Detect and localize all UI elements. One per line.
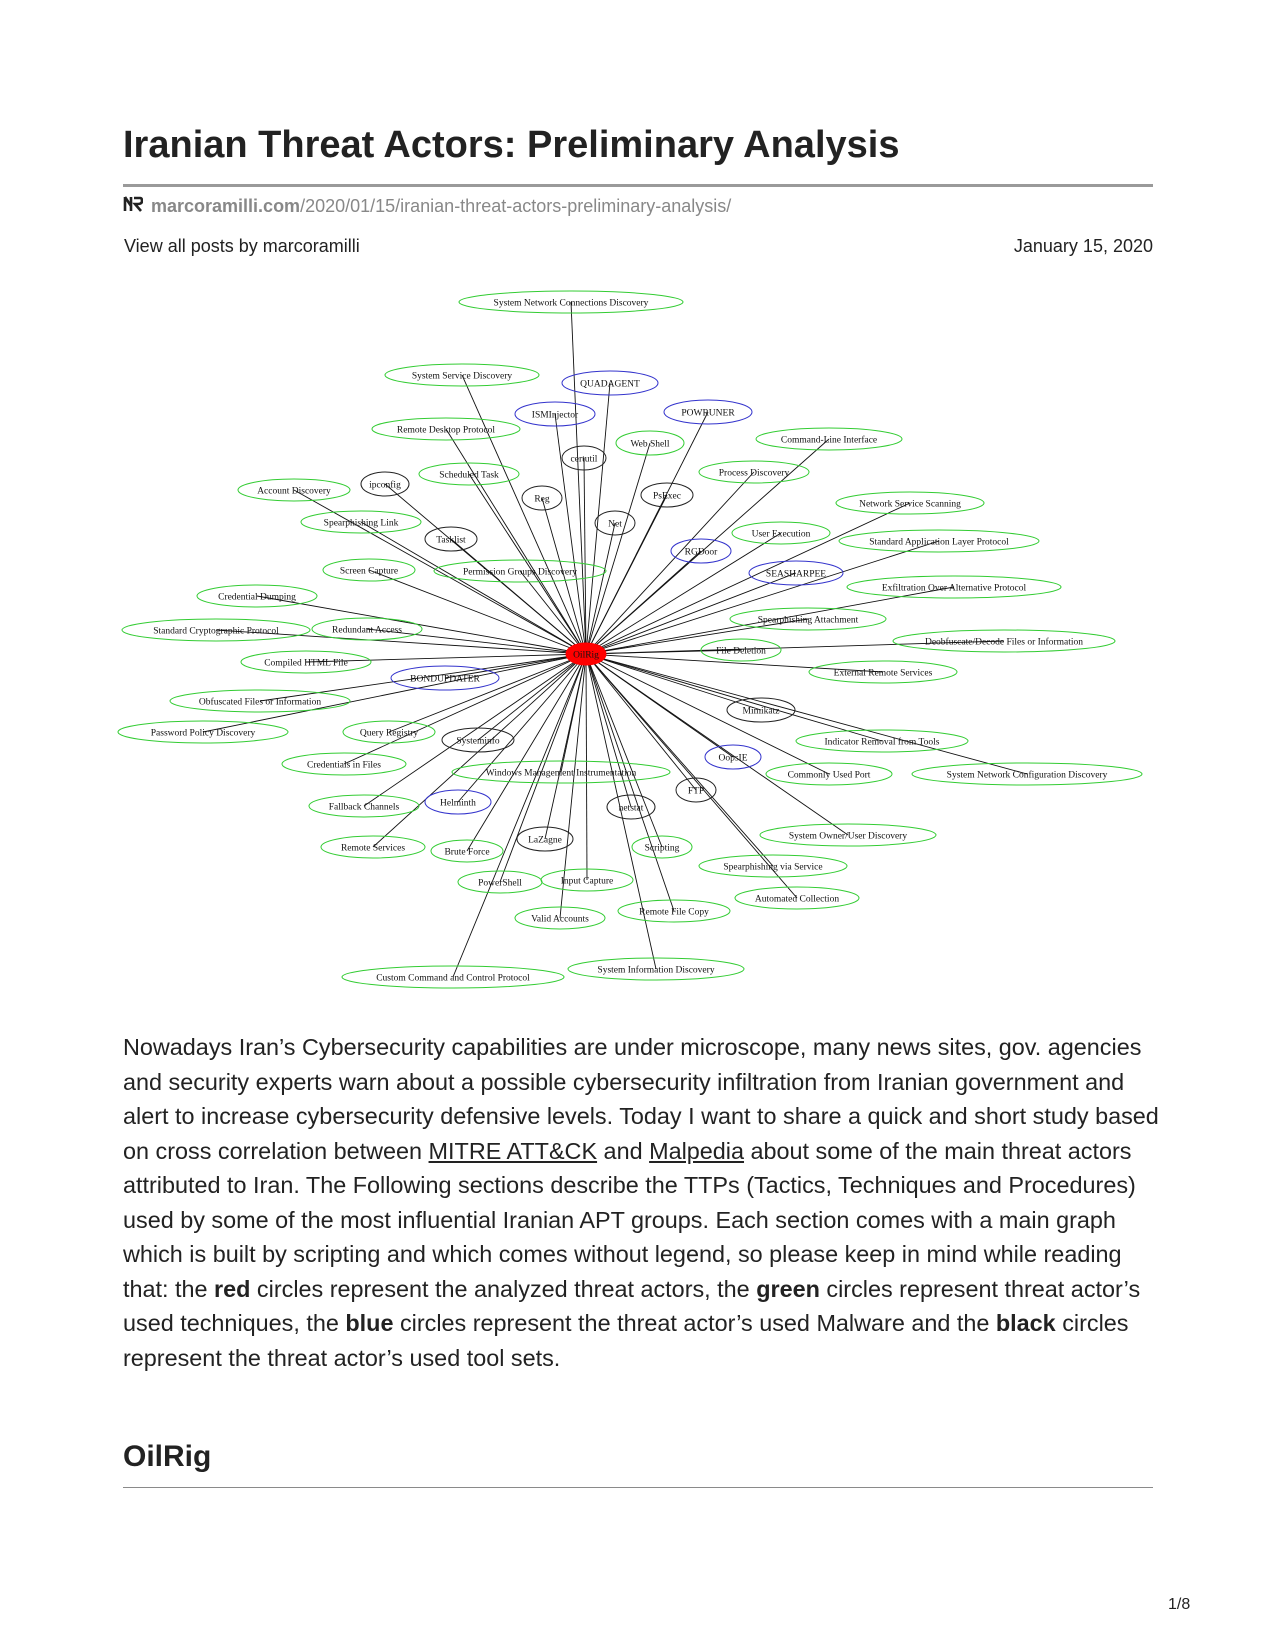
graph-node <box>705 745 761 769</box>
node-label: Tasklist <box>436 535 466 546</box>
graph-edge <box>469 474 586 654</box>
graph-node <box>699 461 809 483</box>
node-label: Command-Line Interface <box>780 435 878 446</box>
intro-paragraph <box>123 1030 1163 1375</box>
node-label: Account Discovery <box>257 486 331 497</box>
graph-node <box>515 907 605 929</box>
node-label: Remote Desktop Protocol <box>396 425 496 436</box>
node-label: System Network Configuration Discovery <box>946 770 1108 781</box>
node-label: ipconfig <box>369 480 401 491</box>
node-label: Credential Dumping <box>218 592 296 603</box>
node-label: Screen Capture <box>339 566 399 577</box>
graph-node <box>632 836 692 858</box>
graph-node <box>616 431 684 455</box>
graph-node <box>607 795 655 819</box>
node-label: FTP <box>687 786 705 797</box>
node-label: Helminth <box>440 798 476 809</box>
node-label: Scheduled Task <box>439 470 499 481</box>
node-label: External Remote Services <box>833 668 933 679</box>
intro-text-1: Nowadays Iran’s Cybersecurity capabilities are under microscope, many news sites, gov. agencies and security experts warn about a possible cybersecurity infiltration from Iranian government and alert to increase cybersecurity defensive levels. Today I want to share a quick and short study based on cross correlation between <box>123 1034 1159 1164</box>
node-label: Fallback Channels <box>328 802 400 813</box>
node-label: PsExec <box>653 491 681 502</box>
node-label: certutil <box>570 454 598 465</box>
graph-node <box>238 479 350 501</box>
graph-edge <box>586 654 1027 774</box>
node-label: BONDUPDATER <box>410 674 480 685</box>
center-label: OilRig <box>573 650 599 661</box>
node-label: ISMInjector <box>531 410 579 421</box>
graph-node <box>391 666 499 690</box>
post-date: January 15, 2020 <box>1013 236 1153 256</box>
node-label: Scripting <box>644 843 680 854</box>
graph-node <box>323 559 415 581</box>
graph-edge <box>344 654 586 764</box>
node-label: Reg <box>534 494 550 505</box>
article-title: Iranian Threat Actors: Preliminary Analysis <box>123 124 900 166</box>
graph-node <box>442 728 514 752</box>
graph-node <box>760 824 936 846</box>
graph-center-node <box>566 643 606 665</box>
node-label: LaZagne <box>528 835 562 846</box>
graph-node <box>618 900 730 922</box>
node-label: System Owner/User Discovery <box>788 831 908 842</box>
graph-node <box>515 402 595 426</box>
node-label: POWRUNER <box>681 408 735 419</box>
graph-edge <box>467 654 586 851</box>
graph-node <box>839 530 1039 552</box>
graph-node <box>434 560 606 582</box>
graph-node <box>847 576 1061 598</box>
graph-node <box>641 483 693 507</box>
graph-edge <box>586 654 587 880</box>
node-label: File Deletion <box>716 646 766 657</box>
malpedia-link[interactable]: Malpedia <box>649 1137 745 1164</box>
graph-edge <box>586 654 631 807</box>
graph-node <box>671 539 731 563</box>
node-label: Remote File Copy <box>639 907 709 918</box>
graph-edges <box>203 302 1027 977</box>
graph-node <box>309 795 419 817</box>
node-label: Process Discovery <box>718 468 790 479</box>
node-label: Commonly Used Port <box>787 770 871 781</box>
legend-red: red <box>214 1275 251 1302</box>
graph-node <box>452 761 670 783</box>
graph-node <box>766 763 892 785</box>
node-label: PowerShell <box>478 878 522 889</box>
graph-node <box>425 527 477 551</box>
graph-node <box>301 511 421 533</box>
graph-node <box>595 511 635 535</box>
graph-node <box>732 522 830 544</box>
node-label: netstat <box>618 803 644 814</box>
graph-node <box>893 630 1115 652</box>
legend-green: green <box>756 1275 820 1302</box>
graph-node <box>730 608 886 630</box>
page-number: 1/8 <box>1168 1596 1191 1613</box>
node-label: Redundant Access <box>332 625 402 636</box>
node-label: Exfiltration Over Alternative Protocol <box>881 583 1027 594</box>
node-label: Credentials in Files <box>307 760 381 771</box>
node-label: Password Policy Discovery <box>150 728 256 739</box>
node-label: Brute Force <box>444 847 490 858</box>
graph-edge <box>389 654 586 732</box>
graph-node <box>431 840 503 862</box>
graph-node <box>118 721 288 743</box>
node-label: Permission Groups Discovery <box>463 567 577 578</box>
node-label: User Execution <box>751 529 811 540</box>
node-label: System Information Discovery <box>597 965 715 976</box>
node-label: Net <box>608 519 622 530</box>
graph-node <box>372 418 520 440</box>
graph-node <box>749 561 843 585</box>
node-label: Remote Services <box>340 843 406 854</box>
node-label: System Service Discovery <box>411 371 513 382</box>
graph-edge <box>555 414 586 654</box>
node-label: Indicator Removal from Tools <box>824 737 940 748</box>
intro-text-7: circles represent the threat actor’s used tool sets. <box>123 1310 1129 1371</box>
graph-node <box>122 619 310 641</box>
intro-text-6: circles represent the threat actor’s used Malware and the <box>393 1310 996 1336</box>
graph-node <box>912 763 1142 785</box>
graph-node <box>241 651 371 673</box>
node-label: Spearphishing Link <box>323 518 399 529</box>
graph-node <box>562 371 658 395</box>
graph-node <box>385 364 539 386</box>
graph-edge <box>451 539 586 654</box>
graph-node <box>699 855 847 877</box>
graph-node <box>664 400 752 424</box>
graph-edge <box>586 541 939 657</box>
graph-node <box>282 753 406 775</box>
node-label: Compiled HTML File <box>264 658 348 669</box>
node-label: Custom Command and Control Protocol <box>376 973 530 984</box>
node-label: System Network Connections Discovery <box>493 298 649 309</box>
node-label: Deobfuscate/Decode Files or Information <box>924 637 1084 648</box>
intro-text-4: circles represent the analyzed threat actors, the <box>250 1275 757 1302</box>
graph-node <box>517 827 573 851</box>
graph-node <box>312 618 422 640</box>
graph-edge <box>586 654 882 741</box>
node-label: Systeminfo <box>456 736 500 747</box>
graph-node <box>197 585 317 607</box>
graph-node <box>756 428 902 450</box>
intro-text-2: and <box>597 1137 650 1164</box>
node-label: Web Shell <box>630 439 670 450</box>
node-label: Network Service Scanning <box>859 499 961 510</box>
graph-node <box>425 790 491 814</box>
node-label: Windows Management Instrumentation <box>485 768 637 779</box>
graph-node <box>522 486 562 510</box>
node-label: OopsIE <box>718 753 748 764</box>
legend-blue: blue <box>345 1310 394 1336</box>
graph-node <box>796 730 968 752</box>
graph-node <box>321 836 425 858</box>
node-label: Valid Accounts <box>531 914 589 925</box>
node-label: Automated Collection <box>754 894 840 905</box>
node-label: Obfuscated Files or Information <box>198 697 322 708</box>
graph-node <box>809 661 957 683</box>
node-label: RGDoor <box>684 547 718 558</box>
graph-edge <box>586 523 615 654</box>
intro-text-5: circles represent threat actor’s used techniques, the <box>123 1275 1141 1336</box>
graph-node <box>170 690 350 712</box>
graph-edge <box>586 573 796 657</box>
graph-node <box>568 958 744 980</box>
node-label: Mimikatz <box>742 706 780 717</box>
author-link[interactable]: View all posts by marcoramilli <box>124 236 360 256</box>
section-divider <box>123 1487 1153 1488</box>
source-path: /2020/01/15/iranian-threat-actors-preliminary-analysis/ <box>300 196 732 216</box>
graph-node <box>361 472 409 496</box>
node-label: SEASHARPEE <box>765 569 827 580</box>
source-domain: marcoramilli.com <box>151 196 301 216</box>
node-label: Spearphishing Attachment <box>757 615 859 626</box>
graph-node <box>343 721 435 743</box>
graph-node <box>458 871 542 893</box>
node-label: Standard Application Layer Protocol <box>869 537 1009 548</box>
node-label: Standard Cryptographic Protocol <box>153 626 279 637</box>
node-label: Input Capture <box>560 876 614 887</box>
section-title: OilRig <box>123 1440 212 1473</box>
graph-node <box>342 966 564 988</box>
graph-edge <box>571 302 586 654</box>
intro-text-3: about some of the main threat actors attributed to Iran. The Following sections describe the TTPs (Tactics, Techniques and Procedures) used by some of the most influential Iranian APT groups. Each section comes with a main graph which is built by scripting and which comes without legend, so please keep in mind while reading that: the <box>123 1137 1136 1302</box>
graph-node <box>836 492 984 514</box>
graph-edge <box>586 654 761 710</box>
graph-node <box>735 887 859 909</box>
mitre-attack-link[interactable]: MITRE ATT&CK <box>428 1137 598 1164</box>
node-label: Spearphishing via Service <box>723 862 823 873</box>
node-label: Query Registry <box>359 728 419 739</box>
legend-black: black <box>995 1310 1056 1336</box>
node-label: QUADAGENT <box>580 379 640 390</box>
